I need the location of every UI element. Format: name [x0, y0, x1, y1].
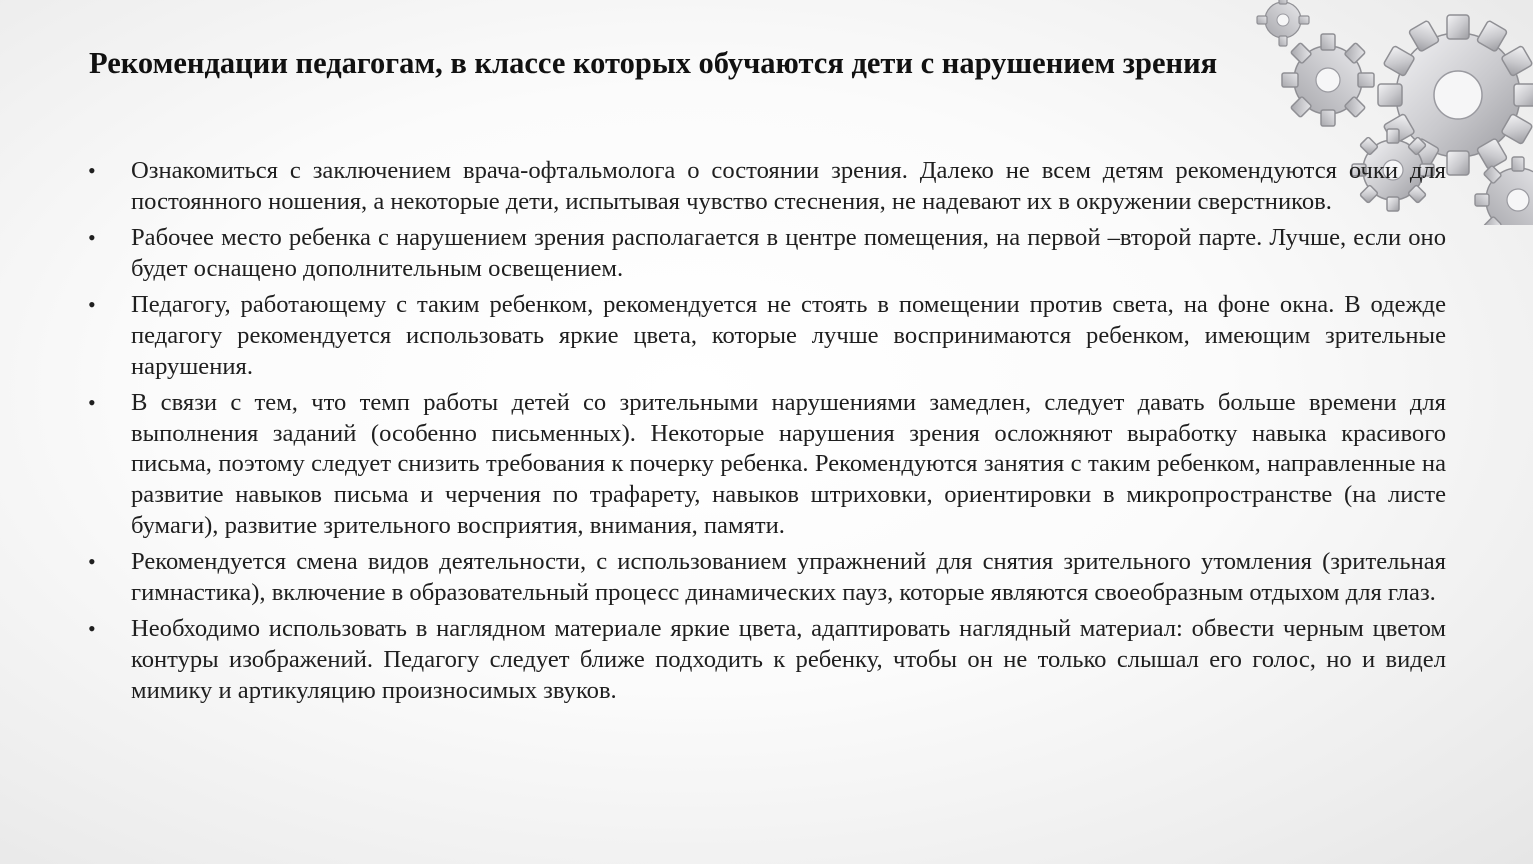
bullet-text: Рабочее место ребенка с нарушением зрения располагается в центре помещения, на первой –второй парте. Лучше, если оно будет оснащено дополнительным освещением. — [131, 224, 1446, 282]
bullet-marker: • — [88, 292, 96, 318]
bullet-marker: • — [88, 549, 96, 575]
bullet-item — [88, 388, 1446, 541]
bullet-list — [88, 156, 1446, 712]
bullet-item — [88, 614, 1446, 706]
slide-title: Рекомендации педагогам, в классе которых обучаются дети с нарушением зрения — [89, 46, 1218, 80]
bullet-text: В связи с тем, что темп работы детей со зрительными нарушениями замедлен, следует давать больше времени для выполнения заданий (особенно письменных). Некоторые нарушения зрения осложняют выработку навыка красивого письма, поэтому следует снизить требования к почерку ребенка. Рекомендуются занятия с таким ребенком, направленные на развитие навыков письма и черчения по трафарету, навыков штриховки, ориентировки в микропространстве (на листе бумаги), развитие зрительного восприятия, внимания, памяти. — [131, 389, 1446, 539]
bullet-marker: • — [88, 616, 96, 642]
bullet-text: Необходимо использовать в наглядном материале яркие цвета, адаптировать наглядный материал: обвести черным цветом контуры изображений. Педагогу следует ближе подходить к ребенку, чтобы он не только слышал его голос, но и видел мимику и артикуляцию произносимых звуков. — [131, 615, 1446, 704]
bullet-text: Педагогу, работающему с таким ребенком, рекомендуется не стоять в помещении против света, на фоне окна. В одежде педагогу рекомендуется использовать яркие цвета, которые лучше воспринимаются ребенком, имеющим зрительные нарушения. — [131, 291, 1446, 380]
bullet-text: Рекомендуется смена видов деятельности, с использованием упражнений для снятия зрительного утомления (зрительная гимнастика), включение в образовательный процесс динамических пауз, которые являются своеобразным отдыхом для глаз. — [131, 548, 1446, 606]
bullet-item — [88, 223, 1446, 284]
bullet-marker: • — [88, 225, 96, 251]
bullet-item — [88, 547, 1446, 608]
bullet-item — [88, 290, 1446, 382]
bullet-item — [88, 156, 1446, 217]
bullet-marker: • — [88, 390, 96, 416]
bullet-text: Ознакомиться с заключением врача-офтальмолога о состоянии зрения. Далеко не всем детям рекомендуются очки для постоянного ношения, а некоторые дети, испытывая чувство стеснения, не надевают их в окружении сверстников. — [131, 157, 1446, 215]
bullet-marker: • — [88, 158, 96, 183]
